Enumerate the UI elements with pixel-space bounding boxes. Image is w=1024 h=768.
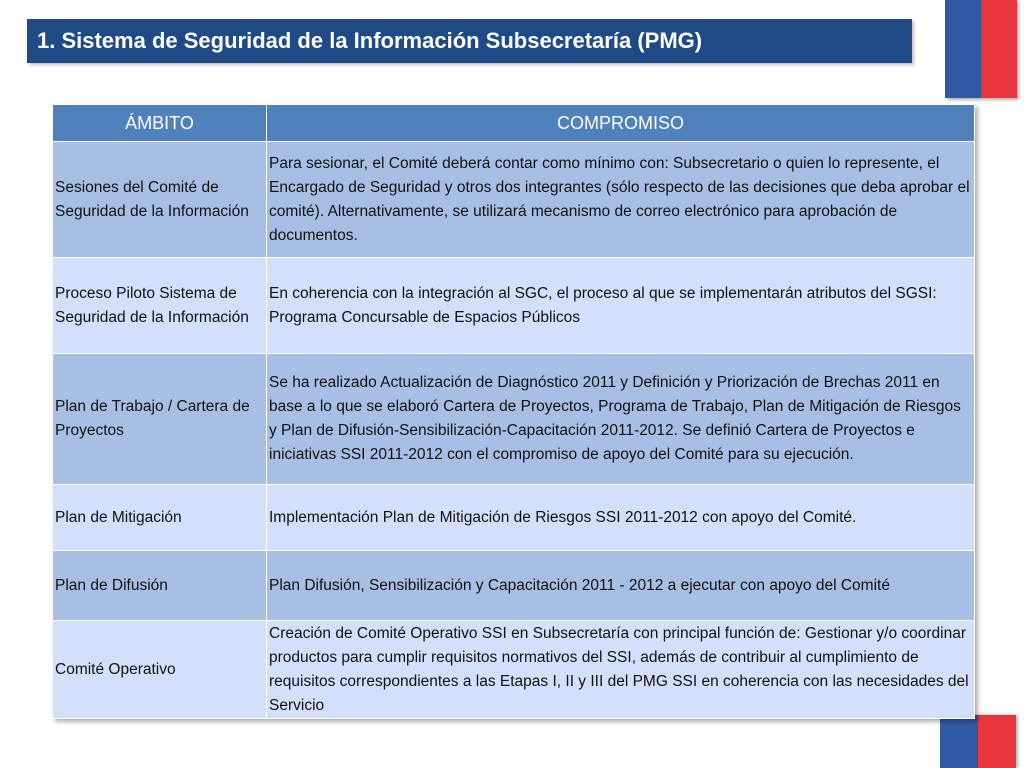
cell-compromiso: Se ha realizado Actualización de Diagnóstico 2011 y Definición y Priorización de Brechas 2011 en base a lo que se elaboró Cartera de Proyectos, Programa de Trabajo, Plan de Mitigación de Riesgos y Plan de Difusión-Sensibilización-Capacitación 2011-2012. Se definió Cartera de Proyectos e iniciativas SSI 2011-2012 con el compromiso de apoyo del Comité para su ejecución.	[267, 354, 975, 485]
table-row	[53, 485, 975, 551]
cell-compromiso: Creación de Comité Operativo SSI en Subsecretaría con principal función de: Gestionar y/o coordinar productos para cumplir requisitos normativos del SSI, además de contribuir al cumplimiento de requisitos correspondientes a las Etapas I, II y III del PMG SSI en coherencia con las necesidades del Servicio	[267, 621, 975, 719]
table-row	[53, 142, 975, 258]
cell-compromiso: Para sesionar, el Comité deberá contar como mínimo con: Subsecretario o quien lo represente, el Encargado de Seguridad y otros dos integrantes (sólo respecto de las decisiones que deba aprobar el comité). Alternativamente, se utilizará mecanismo de correo electrónico para aprobación de documentos.	[267, 142, 975, 258]
table-header-row	[53, 105, 975, 142]
table-row	[53, 551, 975, 621]
commitments-table	[52, 104, 975, 719]
cell-ambito: Comité Operativo	[53, 621, 267, 719]
cell-ambito: Plan de Trabajo / Cartera de Proyectos	[53, 354, 267, 485]
cell-ambito: Plan de Difusión	[53, 551, 267, 621]
flag-decoration-bottom	[940, 715, 1016, 768]
slide-title-bar	[27, 19, 912, 63]
cell-compromiso: En coherencia con la integración al SGC, el proceso al que se implementarán atributos del SGSI: Programa Concursable de Espacios Públicos	[267, 258, 975, 354]
header-ambito: ÁMBITO	[53, 105, 267, 142]
table-row	[53, 621, 975, 719]
cell-compromiso: Plan Difusión, Sensibilización y Capacitación 2011 - 2012 a ejecutar con apoyo del Comité	[267, 551, 975, 621]
slide-title: 1. Sistema de Seguridad de la Información Subsecretaría (PMG)	[37, 28, 703, 53]
flag-decoration-top	[945, 0, 1017, 98]
flag-red-stripe	[981, 0, 1017, 98]
cell-compromiso: Implementación Plan de Mitigación de Riesgos SSI 2011-2012 con apoyo del Comité.	[267, 485, 975, 551]
table-row	[53, 354, 975, 485]
flag-blue-stripe	[940, 715, 978, 768]
cell-ambito: Proceso Piloto Sistema de Seguridad de la Información	[53, 258, 267, 354]
table-row	[53, 258, 975, 354]
cell-ambito: Sesiones del Comité de Seguridad de la Información	[53, 142, 267, 258]
flag-red-stripe	[978, 715, 1016, 768]
cell-ambito: Plan de Mitigación	[53, 485, 267, 551]
flag-blue-stripe	[945, 0, 981, 98]
commitments-table-container	[52, 104, 975, 719]
header-compromiso: COMPROMISO	[267, 105, 975, 142]
